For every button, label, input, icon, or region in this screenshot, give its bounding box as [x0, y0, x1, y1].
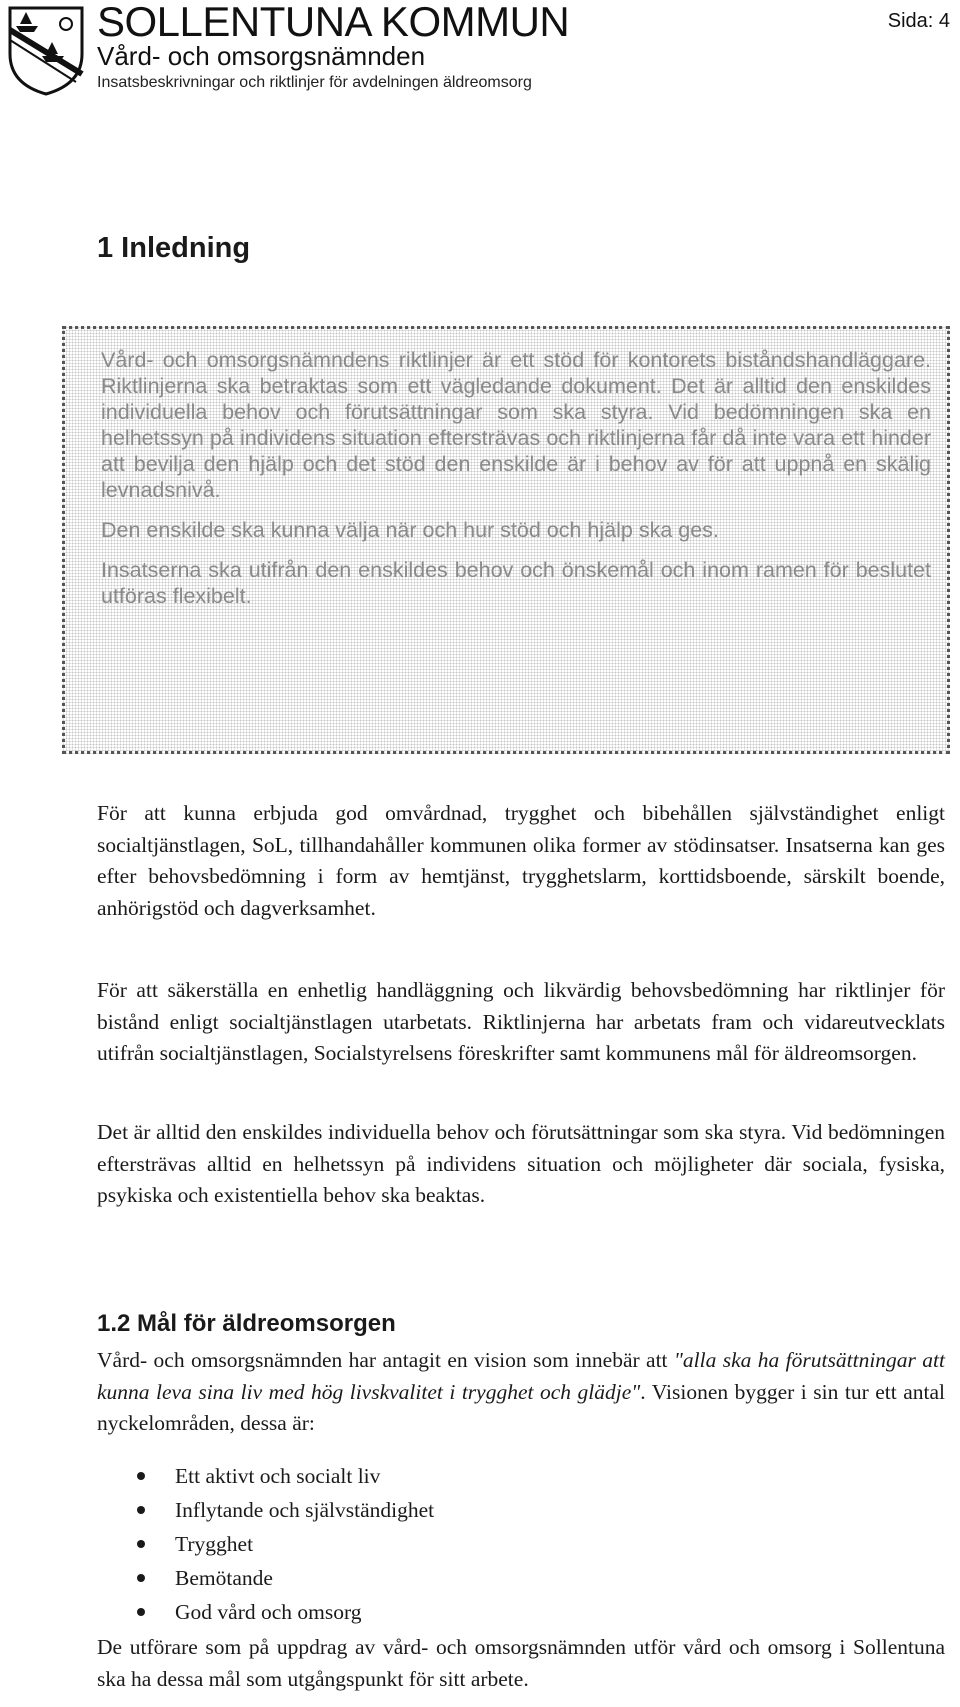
highlighted-box: [62, 326, 950, 754]
body-paragraph: För att kunna erbjuda god omvårdnad, trygghet och bibehållen självständighet enligt socialtjänstlagen, SoL, tillhandahåller kommunen olika former av stödinsatser. Insatserna kan ges efter behovsbedömning i form av hemtjänst, trygghetslarm, korttidsboende, särskilt boende, anhörigstöd och dagverksamhet.: [97, 801, 945, 920]
box-paragraph: Insatserna ska utifrån den enskildes behov och önskemål och inom ramen för beslutet utföras flexibelt.: [101, 558, 931, 608]
page-number: Sida: 4: [887, 10, 950, 32]
bullet-icon: [137, 1608, 145, 1616]
list-item: Inflytande och självständighet: [97, 1493, 434, 1527]
vision-outro: . Visionen bygger i sin tur ett antal nyckelområden, dessa är:: [97, 1379, 946, 1435]
bullet-icon: [137, 1506, 145, 1514]
document-subtitle: Insatsbeskrivningar och riktlinjer för avdelningen äldreomsorg: [97, 74, 532, 91]
key-areas-list: [97, 1459, 434, 1629]
vision-intro: Vård- och omsorgsnämnden har antagit en vision som innebär att: [97, 1348, 674, 1372]
list-item: Trygghet: [97, 1527, 434, 1561]
municipality-coat-of-arms-logo: [6, 4, 86, 96]
list-item: God vård och omsorg: [97, 1595, 434, 1629]
bullet-icon: [137, 1574, 145, 1582]
closing-paragraph: De utförare som på uppdrag av vård- och omsorgsnämnden utför vård och omsorg i Sollentuna ska ha dessa mål som utgångspunkt för sitt arbete.: [97, 1635, 945, 1691]
vision-quote: "alla ska ha förutsättningar att kunna leva sina liv med hög livskvalitet i trygghet och glädje": [97, 1348, 945, 1404]
body-paragraph: För att säkerställa en enhetlig handläggning och likvärdig behovsbedömning har riktlinjer för bistånd enligt socialtjänstlagen utarbetats. Riktlinjerna har arbetats fram och vidareutvecklats utifrån socialtjänstlagen, Socialstyrelsens föreskrifter samt kommunens mål för äldreomsorgen.: [97, 978, 945, 1065]
list-item: Ett aktivt och socialt liv: [97, 1459, 434, 1493]
bullet-icon: [137, 1540, 145, 1548]
body-paragraph: Det är alltid den enskildes individuella behov och förutsättningar som ska styra. Vid bedömningen eftersträvas alltid en helhetssyn på individens situation och möjligheter där sociala, fysiska, psykiska och existentiella behov ska beaktas.: [97, 1120, 945, 1207]
vision-paragraph: [97, 1345, 945, 1440]
box-paragraph: Vård- och omsorgsnämndens riktlinjer är ett stöd för kontorets biståndshandläggare. Riktlinjerna ska betraktas som ett vägledande dokument. Det är alltid den enskildes individuella behov och förutsättningar som ska styra. Vid bedömningen ska en helhetssyn på individens situation eftersträvas och riktlinjerna får då inte vara ett hinder att bevilja den hjälp och det stöd den enskilde är i behov av för att uppnå en skälig levnadsnivå.: [101, 348, 931, 502]
bullet-icon: [137, 1472, 145, 1480]
section-heading-introduction: 1 Inledning: [97, 232, 251, 264]
section-heading-goals: 1.2 Mål för äldreomsorgen: [97, 1310, 396, 1337]
list-item: Bemötande: [97, 1561, 434, 1595]
board-name: Vård- och omsorgsnämnden: [97, 41, 426, 71]
municipality-name: SOLLENTUNA KOMMUN: [97, 0, 570, 45]
box-paragraph: Den enskilde ska kunna välja när och hur stöd och hjälp ska ges.: [101, 518, 719, 542]
